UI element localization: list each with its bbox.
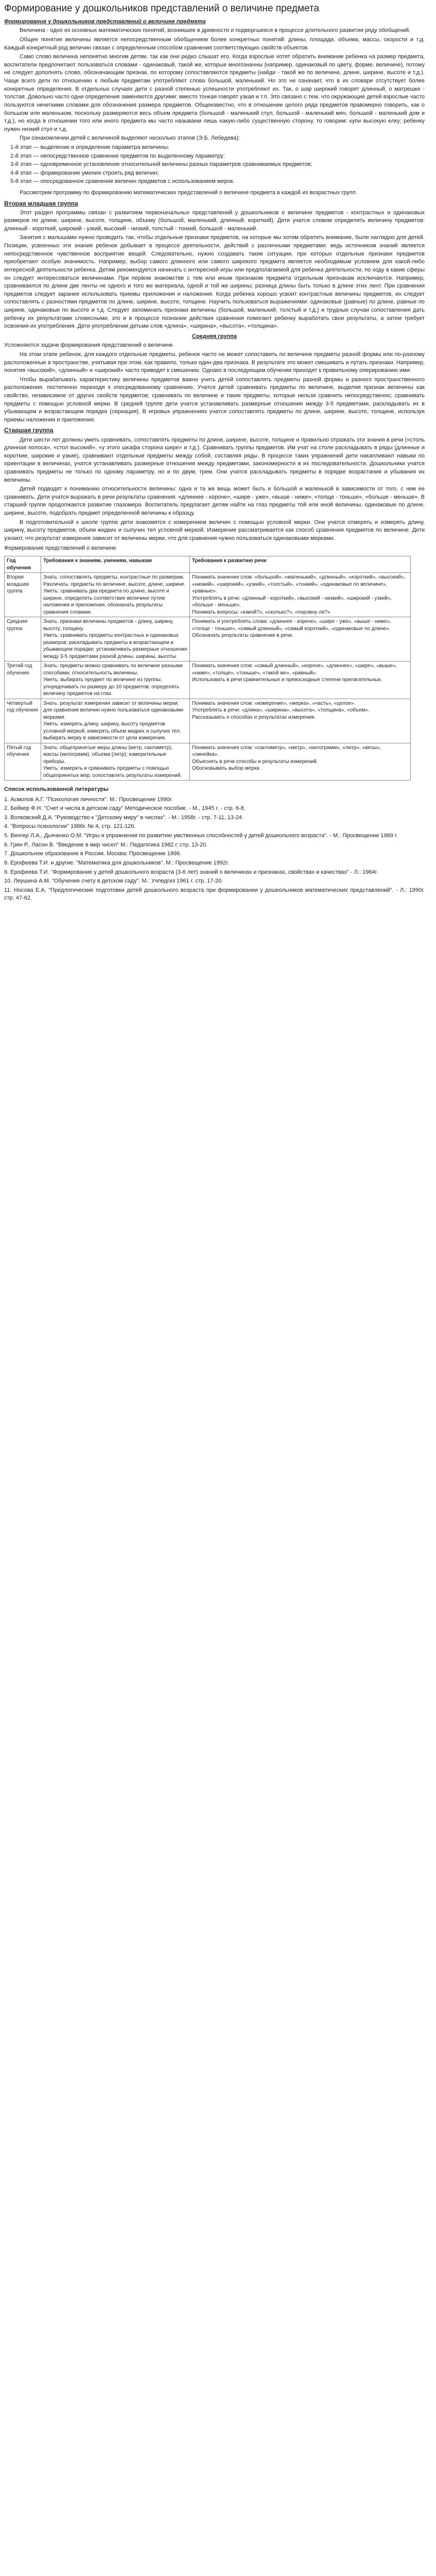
table-cell-speech: Понимать значения слов: «большой», «маленький», «длинный», «короткий», «высокий», «низкий», «широкий», «узкий», «толстый», «тонкий», «одинаковые по величине», «равные». Употреблять в речи: «длинный - короткий», «высокий - низкий», «широкий - узкий», «больше - меньше». Понимать вопросы: «какой?», «сколько?», «поровну ли?»: [190, 573, 411, 617]
middle-group-heading: Средняя группа: [192, 333, 237, 340]
table-header-row: [5, 556, 411, 573]
younger-paragraph: Этот раздел программы связан с развитием первоначальных представлений у дошкольников о величине предметов - контрастных и одинаковых размеров по длине, ширине, высоте, толщине, объему (большой, маленький, длинный, короткий). Дети учатся словом определять величину предметов: длинный - короткий, широкий - узкий, высокий - низкий, толстый - тонкий, большой - маленький.: [4, 209, 425, 232]
table-cell-year: Четвертый год обучения: [5, 699, 41, 743]
table-row: [5, 699, 411, 743]
stage-item: 3-й этап — одновременное установление относительной величины разных параметров сравниваемых предметов;: [10, 161, 312, 168]
table-header-cell: Год обучения: [5, 556, 41, 573]
table-cell-skills: Знать: общепринятые меры длины (метр, сантиметр), массы (килограмм), объема (литр); измерительные приборы. Уметь: измерять и сравнивать предметы с помощью общепринятых мер; сопоставлять результаты измерений.: [41, 743, 190, 781]
middle-paragraph: На этом этапе ребенок, для каждого отдельные предметы, ребенок часто не может сопоставить по величине предметы разной формы или по-разному расположенные в пространстве, учитывая при этом, как правило, только один-два признака. В результате это может смешивать и путать признаки. Например, понятия «высокий», «длинный» и «широкий» часто приводят к смешению. Однако в последующем обучении приходят к правильному оперированию ими.: [4, 351, 425, 374]
intro-paragraph: Само слово величина непонятно многим детям, так как они редко слышат его. Когда взрослые хотят обратить внимание ребенка на размер предмета, воспитатели предпочитают пользоваться словами - одинаковый, такой же, которые многозначны (например, одинаковый по цвету, форме, величине), потому не следует дополнять слово, обозначающим признак, по которому сопоставляются предметы (найди - такой же по величине, длине, ширине, высоте и т.д.). Чаще всего дети по отношению к любым предметам употребляют слова большой, маленький. Но это не означает, что в их словаре отсутствует более конкретные определения. В отдельных случаях дети с разной степенью успешности употребляют их. Так, о шар широкий говорят длинный, о матрешке - толстая. Довольно часто одни определения заменяются другими: вместо тонкая говорят узкая и т.п. Это связано с тем, что окружающие детей взрослые часто пользуются нечеткими словами для обозначения размера предметов. Общеизвестно, что в отношении целого ряда предметов правомерно говорить, как о большом или маленьком, поскольку размеряются весь объем предмета (большой - маленький стул, большой - маленький мяч, большой - маленький дом и т.д.), но когда в отношении того или иного предмета мы часто называем лишь какую-либо существенную сторону, то говорим: купи высокую елку; ребенку нужен низкий стул и т.д.: [4, 54, 425, 132]
stages-list: [4, 144, 425, 186]
table-row: [5, 573, 411, 617]
intro-paragraph: При ознакомлении детей с величиной выделяют несколько этапов (Э.Б. Лебедева):: [20, 135, 240, 142]
bibliography-item: 8. Ерофеева Т.И. и другие. "Математика для дошкольников". М.: Просвещение 1992г.: [4, 859, 229, 866]
table-row: [5, 617, 411, 662]
table-cell-speech: Понимать и употреблять слова: «длиннее - короче», «шире - уже», «выше - ниже», «толще - тоньше», «самый длинный», «самый короткий», «одинаковые по длине». Обозначать результаты сравнения в речи.: [190, 617, 411, 662]
stage-item: 4-й этап — формирование умения строить ряд величин;: [10, 170, 159, 176]
table-cell-skills: Знать: признаки величины предметов - длину, ширину, высоту, толщину. Уметь: сравнивать предметы контрастных и одинаковых размеров; раскладывать предметы в возрастающем и убывающем порядке; устанавливать размерные отношения между 3-5 предметами разной длины, ширины, высоты.: [41, 617, 190, 662]
program-paragraph: Рассмотрим программу по формированию математических представлений о величине предмета в каждой из возрастных групп.: [20, 189, 357, 196]
table-cell-speech: Понимать значения слов: «сантиметр», «метр», «килограмм», «литр», «весы», «линейка». Объяснять в речи способы и результаты измерений. Обосновывать выбор мерки.: [190, 743, 411, 781]
older-paragraph: В подготовительной к школе группе дети знакомятся с измерением величин с помощью условной мерки. Они учатся отмерять и измерять длину, ширину, высоту предметов, объем жидких и сыпучих тел условной меркой. Измерение рассматривается как способ сравнения предметов по величине. Дети узнают, что результат измерения зависит от величины мерки, что для сравнения нужно пользоваться одинаковыми мерками.: [4, 519, 425, 541]
bibliography-item: 1. Асмолов А.Г. "Психология личности". М.: Просвещение 1990г.: [4, 796, 173, 803]
stage-item: 1-й этап — выделение и определение параметра величины;: [10, 144, 169, 150]
older-group-heading: Старшая группа: [4, 427, 54, 434]
table-row: [5, 662, 411, 699]
intro-paragraph: Величина - одно из основных математических понятий, возникшее в древности и подвергшееся в процессе длительного развития ряду обобщений.: [20, 27, 411, 34]
table-row: [5, 743, 411, 781]
stage-item: 2-й этап — непосредственное сравнение предметов по выделенному параметру;: [10, 152, 225, 159]
table-cell-skills: Знать: сопоставлять предметы, контрастные по размерам. Различать: предметы по величине, высоте, длине, ширине. Уметь: сравнивать два предмета по длине, высоте и ширине, определять соответствие величине путем наложения и приложения; обозначать результаты сравнения словами.: [41, 573, 190, 617]
middle-intro: Усложняются задачи формирования представлений о величине.: [4, 342, 175, 349]
table-cell-skills: Знать: результат измерения зависит от величины мерки; для сравнения величин нужно пользоваться одинаковыми мерками. Уметь: измерять длину, ширину, высоту предметов условной меркой; измерять объем жидких и сыпучих тел; выбирать мерку в зависимости от цели измерения.: [41, 699, 190, 743]
bibliography-heading: Список использованной литературы: [4, 786, 109, 793]
bibliography-list: [4, 796, 425, 903]
bibliography-item: 2. Бейкер Ф.Н. "Счет и числа в детском саду" Методическое пособие. - М., 1945 г. - стр. 6-8.: [4, 805, 246, 812]
intro-heading: Формирование у дошкольников представлений о величине предмета: [4, 18, 206, 25]
table-cell-skills: Знать: предметы можно сравнивать по величине разными способами; относительность величины. Уметь: выбирать предмет по величине из группы; упорядочивать по размеру до 10 предметов; определять величину предметов на глаз.: [41, 662, 190, 699]
stage-item: 5-й этап — опосредованное сравнение величин предметов с использованием мерок.: [10, 178, 235, 185]
table-body: [5, 573, 411, 781]
requirements-table: [4, 556, 411, 781]
bibliography-item: 11. Носова Е.А. "Предлогические подготовки детей дошкольного возраста при формировании у дошкольников математических представлений". - Л.: 1990г. стр. 47-62.: [4, 887, 425, 902]
bibliography-item: 10. Леушина А.М. "Обучение счету в детском саду". М.: Учпедгиз 1961 г. стр. 17-20.: [4, 878, 223, 885]
table-cell-year: Вторая младшая группа: [5, 573, 41, 617]
bibliography-item: 7. Дошкольное образование в России. Москва: Просвещение 1996.: [4, 851, 182, 857]
older-paragraph: Дети шести лет должны уметь сравнивать, сопоставлять предметы по длине, ширине, высоте, толщине и правильно отражать эти знания в речи («столь длинная полоса», «стол высокий», «у этого шкафа сторона шире» и т.д.). Сравнивать группы предметов. Им учат на столе раскладывать в ряды (длинные и короткие, широкие и узкие), сравнивают отдельные предметы между собой, составляя ряды. В процессе таких упражнений дети накапливают навыки по ориентации в величинах, учатся устанавливать размерные отношения между предметами, закономерности в их последовательности. Дошкольники учатся сравнивать предметы не только по одному параметру, но и по двум, трем. Они учатся раскладывать предметы в порядке возрастания и убывания их величины.: [4, 436, 425, 483]
table-header-cell: Требования к знаниям, умениям, навыкам: [41, 556, 190, 573]
older-paragraph: Детей подводят к пониманию относительности величины: одна и та же вещь может быть и большой и маленькой в зависимости от того, с чем ее сравнивать. Дети учатся выражать в речи результаты сравнения: «длиннее - короче», «шире - уже», «выше - ниже», «толще - тоньше», «больше - меньше». В старшей группе продолжается развитие глазомера. Воспитатель предлагает детям найти на глаз предметы той или иной величины, одинаковые по длине, ширине, высоте, подобрать предмет определенной величины к образцу.: [4, 486, 425, 516]
bibliography-item: 9. Ерофеева Т.И. "Формирование у детей дошкольного возраста (3-6 лет) знаний о величинах и признаках, свойствах и качествах" - Л.: 1984г.: [4, 869, 378, 875]
bibliography-item: 6. Грин Р., Ласон В. "Введение в мир чисел" М.: Педагогика 1982 г. стр. 13-20.: [4, 841, 208, 848]
page-title: Формирование у дошкольников представлений о величине предмета: [4, 3, 320, 14]
table-cell-speech: Понимать значения слов: «самый длинный», «короче», «длиннее», «шире», «выше», «ниже», «толще», «тоньше», «такой же», «равный». Использовать в речи сравнительные и превосходные степени прилагательных.: [190, 662, 411, 699]
younger-paragraph: Занятия с малышами нужно проводить так, чтобы отдельные признаки предметов, на которые мы хотим обратить внимание, были наглядно для детей. Позиции, усвоенных эти знания ребенок добывает в процессе деятельности, действий с различными предметами: ведь источником знаний является непосредственное чувственное восприятие вещей. Следовательно, нужно создавать такие ситуации, при которых отдельные признаки предметов приобретают особую значимость. Например, выбор самого длинного или самого широкого предмета является необходимым условием для какой-либо интересной деятельности ребенка. Детям рекомендуется начинать с интересной игры или предполагаемой для ребенка деятельности, по ходу в какие сферы он следует интересоваться величинами. При первом знакомстве с тем или иным признаком предмета отдельным признакам исключаются. Например, сравниваются по длине две ленты не одного и того же материала, одной и той же ширины; разница длины быть только в длине этих лент. При сравнении предметов следует заранее использовать приемы приложения и наложения. Когда ребенка хорошо усвоит контрастные величины предметов, их следует сопоставлять с разностями предметов по длине, ширине, высоте, толщине. Научить пользоваться выражениями: одинаковые (равные) по длине, равные по ширине, одинаковые по высоте и т.д. Следует запоминать признаки величины (большой, маленький, толстый и т.д.) и трудные случаи сопоставления дать ребенку их результатами словесными, это и в процессе познании действия сравнения помогают ребенку выработать свои результаты, а затем требует освоения их употребления. Дети употреблении детьми слов «длина», «ширина», «высота», «толщина».: [4, 234, 425, 330]
table-cell-year: Средняя группа: [5, 617, 41, 662]
table-header-cell: Требования к развитию речи: [190, 556, 411, 573]
bibliography-item: 5. Венгер Л.А., Дьяченко О.М. "Игры и упражнения по развитию умственных способностей у детей дошкольного возраста". - М.: Просвещение 1989 г.: [4, 833, 398, 839]
table-cell-speech: Понимать значения слов: «измерение», «мерка», «часть», «целое». Употреблять в речи: «длина», «ширина», «высота», «толщина», «объем». Рассказывать о способах и результатах измерения.: [190, 699, 411, 743]
bibliography-item: 4. "Вопросы психологии" 1986г. № 4, стр. 121-126.: [4, 823, 136, 830]
measure-heading: Формирование представлений о величине: [4, 545, 116, 552]
table-cell-year: Пятый год обучения: [5, 743, 41, 781]
bibliography-item: 3. Волковский Д.А. "Руководство к "Детскому миру" в числах". - М.: 1958г. - стр. 7-11, 13-24.: [4, 814, 243, 821]
intro-paragraph: Общее понятие величины является непосредственным обобщением более конкретных понятий: длины, площади, объема, массы, скорости и т.д. Каждый конкретный род величин связан с определенным способом сравнения соответствующих свойств объектов.: [4, 37, 425, 51]
document-page: [0, 0, 428, 909]
middle-paragraph: Чтобы вырабатывать характеристику величины предметов важно учить детей сопоставлять предметы разной формы и разного пространственного расположения, постепенно переходя к опосредованному сравнению. Учатся детей сравнивать предметы по величине, выделяя признак величины как свойство, независимое от других свойств предметов; сравнивать по величине и такие предметы, которые нельзя сравнить непосредственно; сравнивать предметы с помощью условной мерки. В средней группе дети учатся устанавливать размерные отношения между 3-5 предметами, раскладывать их в убывающем и возрастающем порядке (сериация). В игровых упражнениях учатся сопоставлять предметы по длине, ширине, высоте, толщине, используя приемы наложения и приложения.: [4, 376, 425, 423]
table-cell-year: Третий год обучения: [5, 662, 41, 699]
younger-group-heading: Вторая младшая группа: [4, 199, 78, 207]
